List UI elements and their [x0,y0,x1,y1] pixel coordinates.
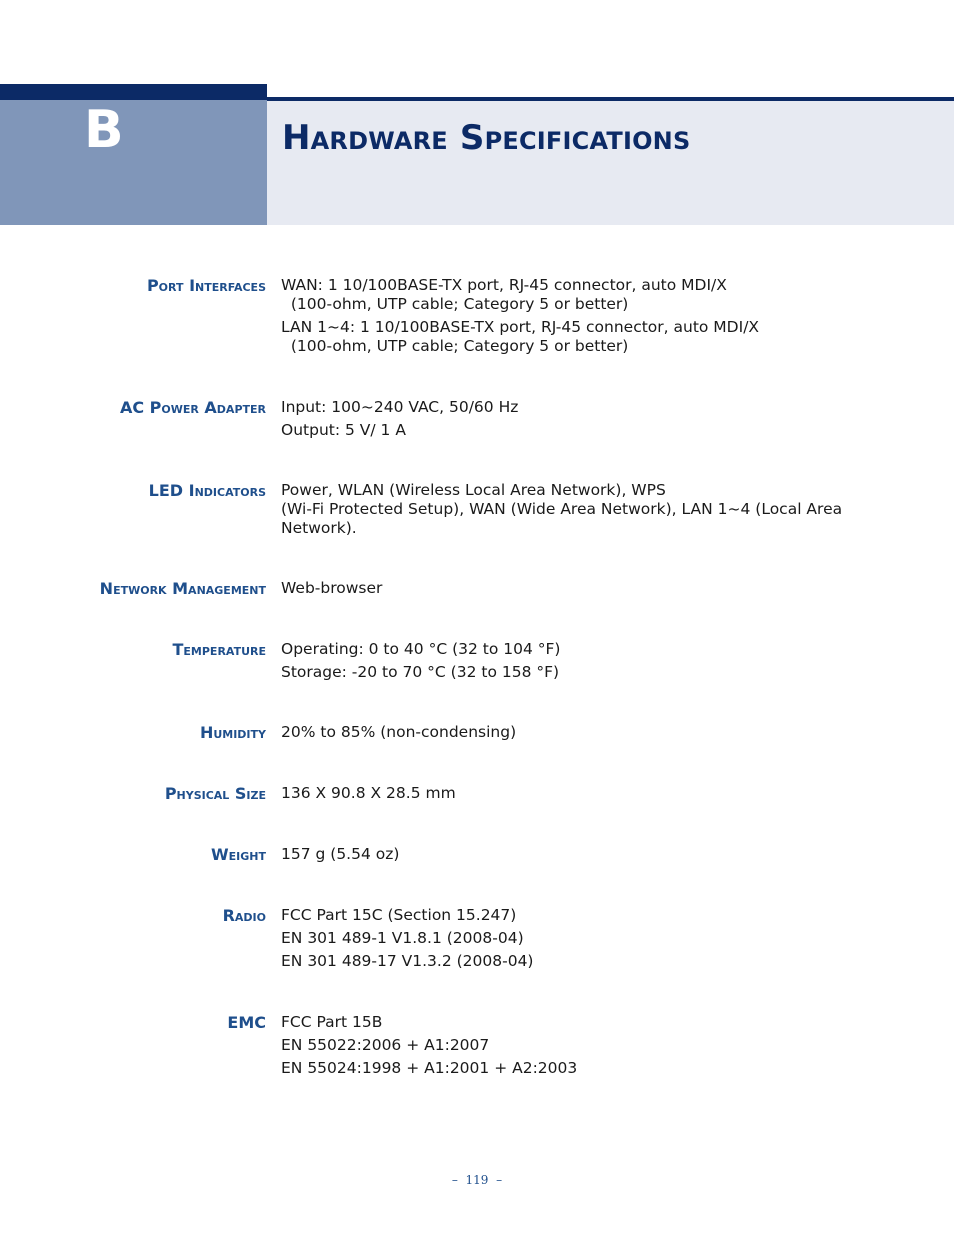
spec-label-physical-size: Physical Size [164,784,266,803]
spec-line: 20% to 85% (non-condensing) [281,723,517,741]
spec-line: Output: 5 V/ 1 A [281,421,406,439]
spec-line: (Wi-Fi Protected Setup), WAN (Wide Area Network), LAN 1~4 (Local Area [281,500,843,518]
spec-label-network-management: Network Management [99,579,266,598]
chapter-title: Hardware Specifications [282,118,691,158]
spec-value-humidity [281,723,516,746]
spec-line: (100-ohm, UTP cable; Category 5 or better) [281,295,629,313]
spec-line: LAN 1~4: 1 10/100BASE-TX port, RJ-45 connector, auto MDI/X [281,318,760,336]
spec-value-port-interfaces [281,276,759,360]
spec-value-emc [281,1013,577,1082]
spec-value-temperature [281,640,560,686]
spec-line: EN 301 489-17 V1.3.2 (2008-04) [281,952,534,970]
spec-line: EN 55024:1998 + A1:2001 + A2:2003 [281,1059,578,1077]
spec-line: FCC Part 15B [281,1013,383,1031]
spec-line: (100-ohm, UTP cable; Category 5 or better) [281,337,629,355]
spec-label-led-indicators: LED Indicators [148,481,266,500]
page-number: – 119 – [451,1173,503,1187]
spec-line: Input: 100~240 VAC, 50/60 Hz [281,398,519,416]
spec-line: Power, WLAN (Wireless Local Area Network), WPS [281,481,666,499]
spec-value-weight [281,845,399,868]
spec-label-radio: Radio [222,906,266,925]
spec-line: 136 X 90.8 X 28.5 mm [281,784,456,802]
chapter-letter-box [0,84,267,225]
spec-label-temperature: Temperature [172,640,266,659]
spec-line: EN 55022:2006 + A1:2007 [281,1036,490,1054]
spec-line: Web-browser [281,579,383,597]
spec-label-weight: Weight [211,845,266,864]
spec-line: EN 301 489-1 V1.8.1 (2008-04) [281,929,524,947]
spec-line: Network). [281,519,357,537]
spec-line: FCC Part 15C (Section 15.247) [281,906,517,924]
spec-label-port-interfaces: Port Interfaces [146,276,266,295]
spec-label-humidity: Humidity [199,723,266,742]
spec-label-ac-power-adapter: AC Power Adapter [119,398,266,417]
spec-value-ac-power-adapter [281,398,518,444]
spec-line: 157 g (5.54 oz) [281,845,400,863]
spec-line: WAN: 1 10/100BASE-TX port, RJ-45 connector, auto MDI/X [281,276,727,294]
spec-value-physical-size [281,784,456,807]
spec-value-network-management [281,579,382,602]
spec-line: Operating: 0 to 40 °C (32 to 104 °F) [281,640,561,658]
spec-value-radio [281,906,533,975]
spec-line: Storage: -20 to 70 °C (32 to 158 °F) [281,663,560,681]
chapter-letter: B [84,100,124,160]
spec-label-emc: EMC [227,1013,266,1032]
spec-value-led-indicators [281,481,842,538]
